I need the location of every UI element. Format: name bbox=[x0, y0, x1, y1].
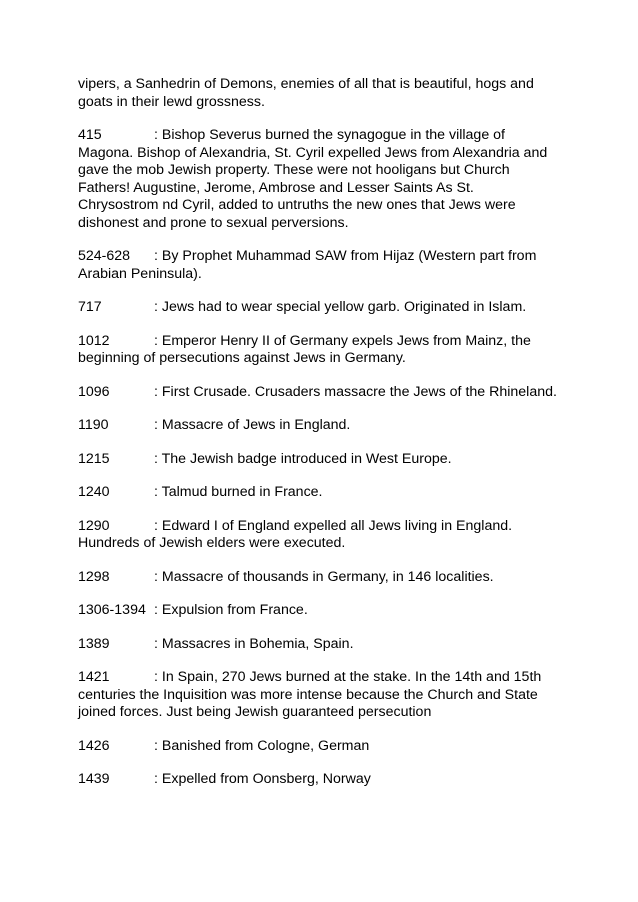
entry-text: : Massacre of Jews in England. bbox=[154, 417, 351, 433]
entry-text: : Jews had to wear special yellow garb. Originated in Islam. bbox=[154, 299, 527, 315]
entry-text: : Expulsion from France. bbox=[154, 602, 308, 618]
entry-text: : First Crusade. Crusaders massacre the Jews of the Rhineland. bbox=[154, 383, 557, 400]
timeline-entry bbox=[78, 333, 558, 368]
entry-text: : Massacre of thousands in Germany, in 146 localities. bbox=[154, 568, 494, 585]
entry-text: : Massacres in Bohemia, Spain. bbox=[154, 635, 354, 652]
document-page bbox=[78, 76, 558, 805]
timeline-entry bbox=[78, 771, 558, 789]
entry-text: : Talmud burned in France. bbox=[154, 484, 323, 500]
intro-paragraph: vipers, a Sanhedrin of Demons, enemies of all that is beautiful, hogs and goats in their lewd grossness. bbox=[78, 76, 534, 110]
timeline-entry bbox=[78, 569, 558, 587]
entry-year: 524-628 bbox=[78, 248, 131, 264]
timeline-entry bbox=[78, 484, 558, 502]
entry-year: 1240 bbox=[78, 484, 110, 500]
entry-year: 1012 bbox=[78, 332, 110, 349]
timeline-entry bbox=[78, 636, 558, 654]
entry-text: : In Spain, 270 Jews burned at the stake. In the 14th and 15th centuries the Inquisition was more intense because the Church and State joined forces. Just being Jewish guaranteed persecution bbox=[78, 669, 542, 720]
entry-year: 1426 bbox=[78, 737, 110, 754]
entry-text: : By Prophet Muhammad SAW from Hijaz (Western part from Arabian Peninsula). bbox=[78, 248, 537, 282]
entry-text: : Banished from Cologne, German bbox=[154, 737, 370, 754]
timeline-entry bbox=[78, 451, 558, 469]
entry-year: 1306-1394 bbox=[78, 602, 146, 618]
timeline-entry bbox=[78, 518, 558, 553]
timeline-entry bbox=[78, 417, 558, 435]
timeline-entry bbox=[78, 602, 558, 620]
timeline-entry bbox=[78, 738, 558, 756]
entry-year: 717 bbox=[78, 299, 102, 315]
entry-year: 1096 bbox=[78, 383, 110, 400]
entry-text: : The Jewish badge introduced in West Europe. bbox=[154, 450, 452, 467]
timeline-entry bbox=[78, 127, 558, 232]
entry-year: 1439 bbox=[78, 771, 110, 787]
entry-year: 1190 bbox=[78, 417, 109, 433]
entry-year: 1421 bbox=[78, 669, 110, 685]
entry-text: : Edward I of England expelled all Jews living in England. Hundreds of Jewish elders were executed. bbox=[78, 517, 513, 551]
timeline-entry bbox=[78, 299, 558, 317]
entry-text: : Expelled from Oonsberg, Norway bbox=[154, 771, 371, 787]
entry-year: 1215 bbox=[78, 450, 110, 467]
entry-year: 1389 bbox=[78, 635, 110, 652]
timeline-entry bbox=[78, 669, 558, 722]
entry-year: 1298 bbox=[78, 568, 110, 585]
timeline-entry bbox=[78, 384, 558, 402]
timeline-entry bbox=[78, 248, 558, 283]
entry-year: 415 bbox=[78, 127, 102, 143]
entry-text: : Emperor Henry II of Germany expels Jews from Mainz, the beginning of persecutions against Jews in Germany. bbox=[78, 332, 531, 366]
entry-year: 1290 bbox=[78, 517, 110, 534]
entry-text: : Bishop Severus burned the synagogue in the village of Magona. Bishop of Alexandria, St. Cyril expelled Jews from Alexandria and gave the mob Jewish property. These were not hooligans but Church Fathers! Augustine, Jerome, Ambrose and Lesser Saints As St. Chrysostrom nd Cyril, added to untruths the new ones that Jews were dishonest and prone to sexual perversions. bbox=[78, 127, 548, 231]
